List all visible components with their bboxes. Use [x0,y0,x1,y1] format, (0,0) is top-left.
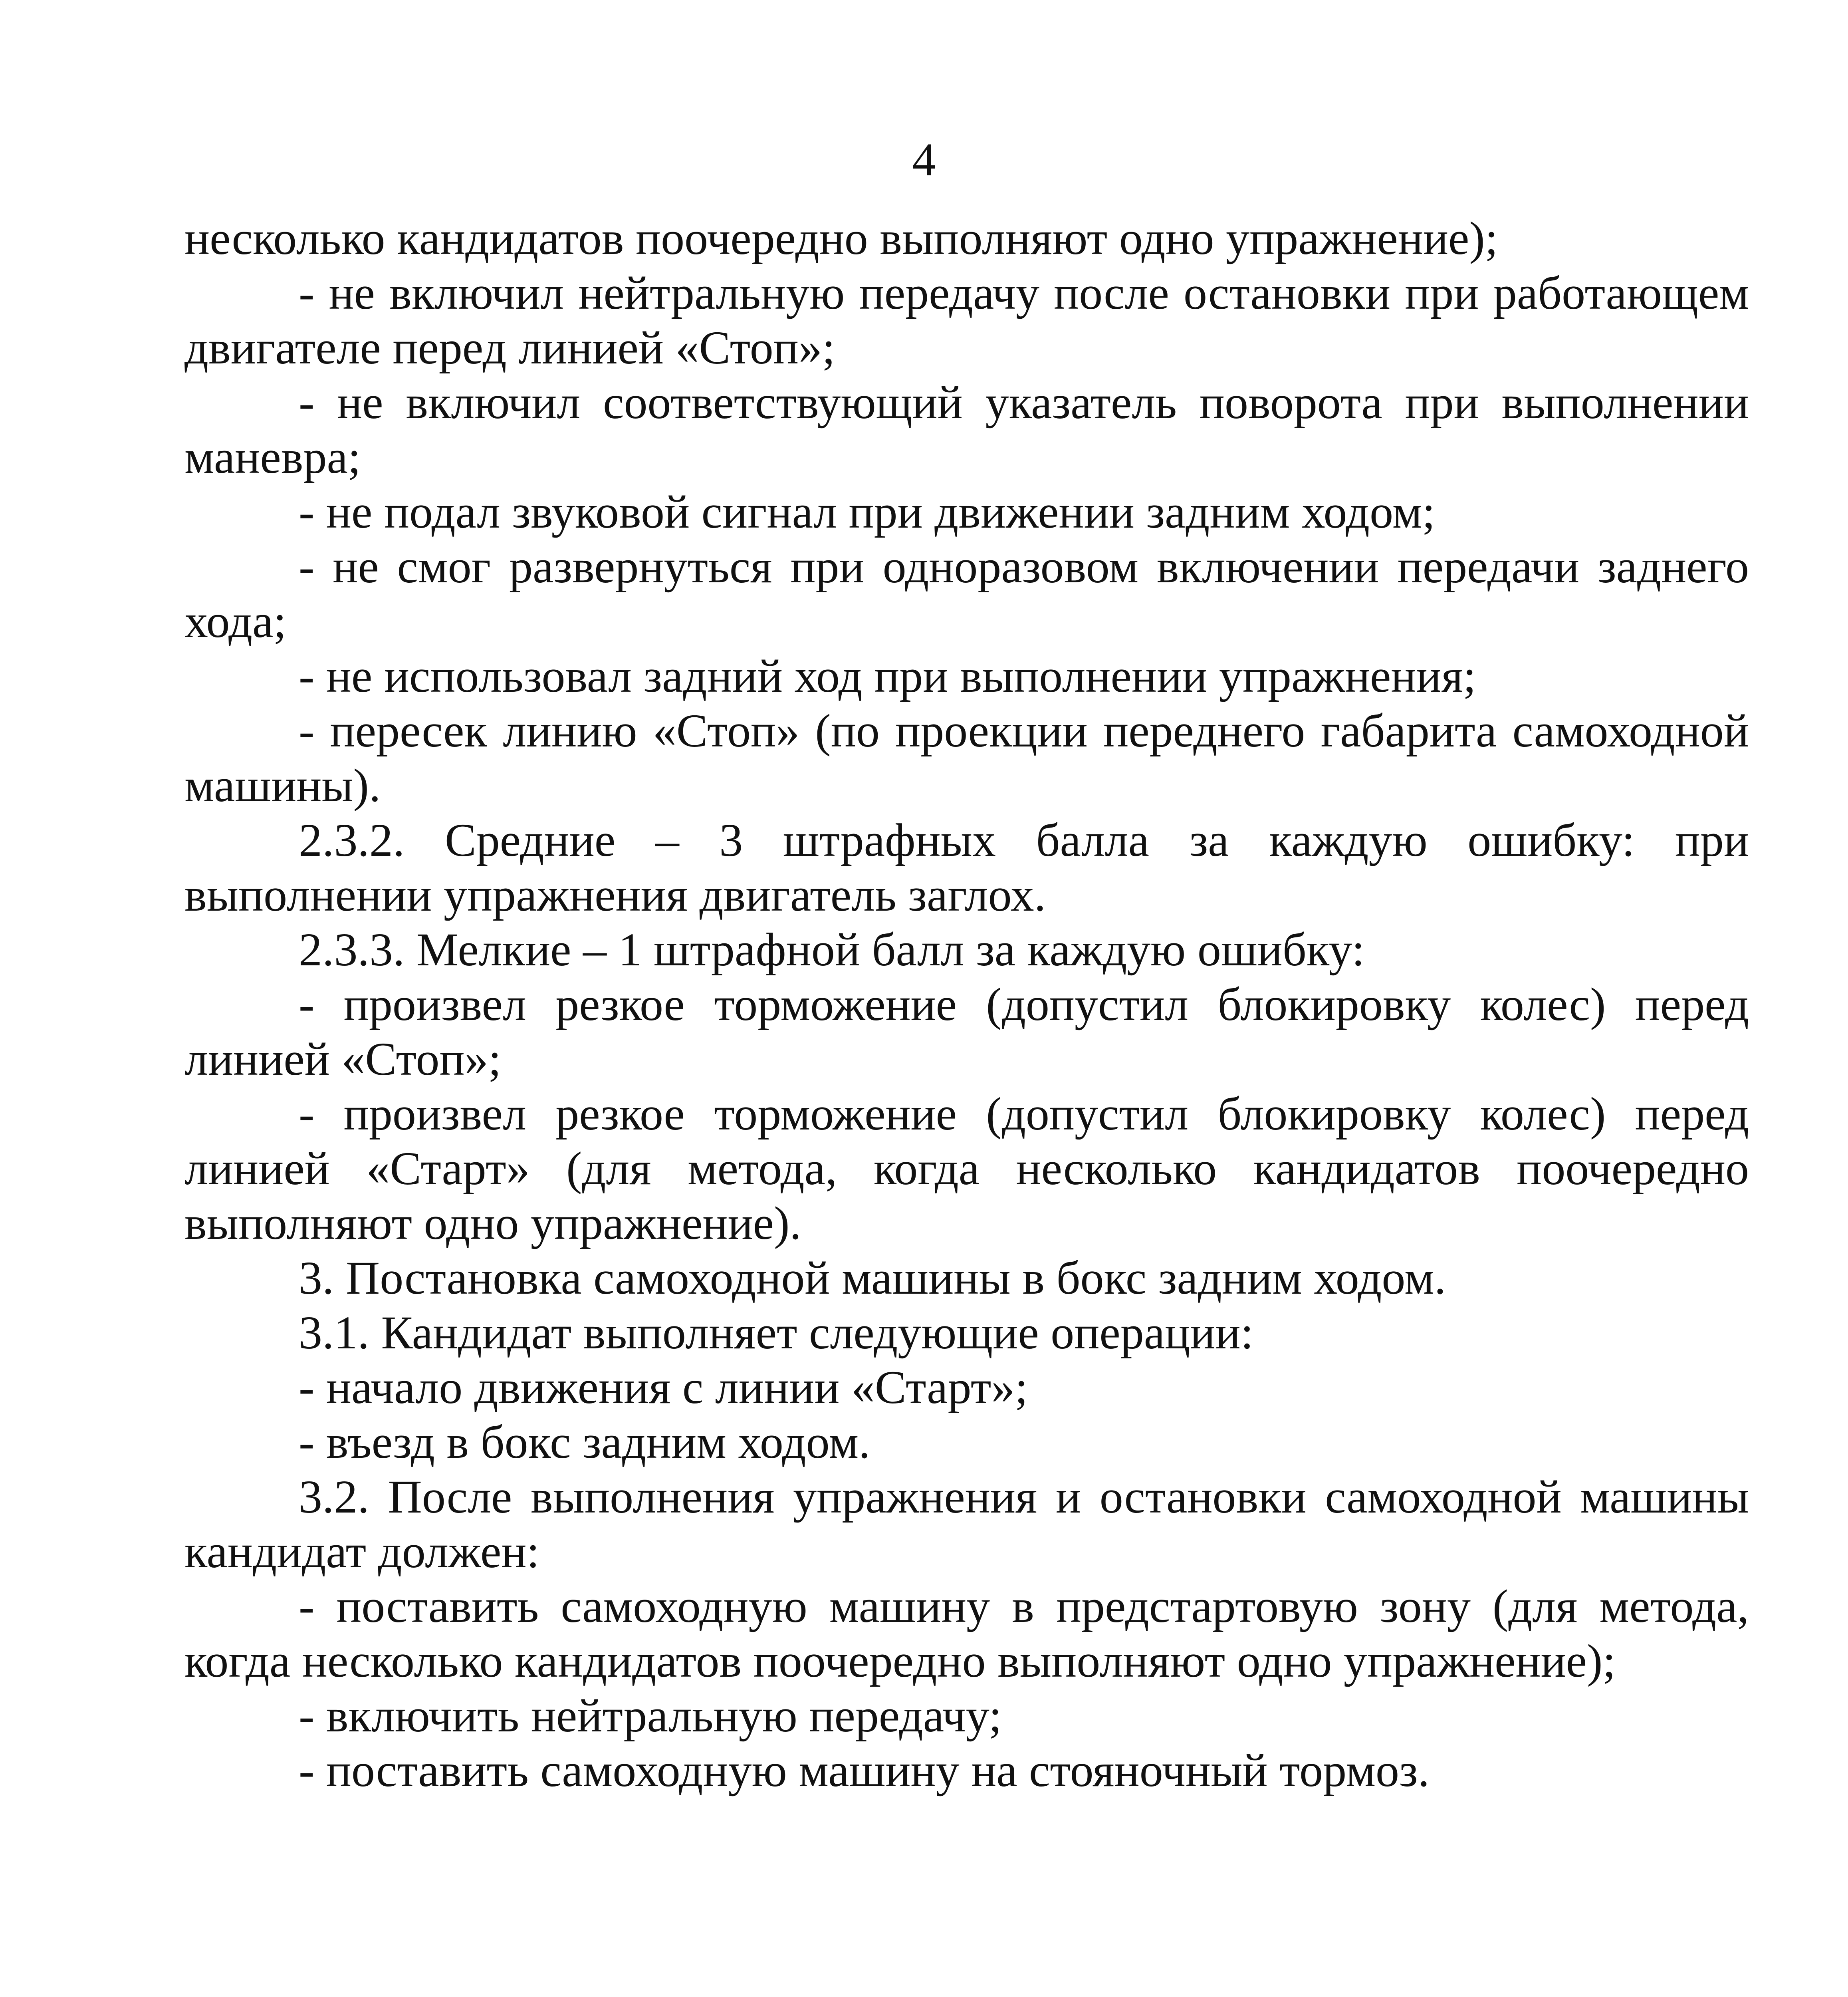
section-3-1: 3.1. Кандидат выполняет следующие операции: [299,1306,1254,1359]
list-item-turn-around: - не смог развернуться при одноразовом включении передачи заднего хода; [184,540,1749,647]
section-2-3-2: 2.3.2. Средние – 3 штрафных балла за каждую ошибку: при выполнении упражнения двигатель заглох. [184,814,1749,921]
list-item-crossed-stop-line: - пересек линию «Стоп» (по проекции переднего габарита самоходной машины). [184,705,1749,812]
list-item-start-movement: - начало движения с линии «Старт»; [299,1361,1028,1413]
section-3-heading: 3. Постановка самоходной машины в бокс задним ходом. [299,1252,1446,1304]
list-item-prestart-zone: - поставить самоходную машину в предстартовую зону (для метода, когда несколько кандидатов поочередно выполняют одно упражнение); [184,1580,1749,1687]
list-item-neutral-gear-on: - включить нейтральную передачу; [299,1689,1002,1742]
page-number: 4 [912,133,936,186]
list-item-braking-start-line: - произвел резкое торможение (допустил блокировку колес) перед линией «Старт» (для метода, когда несколько кандидатов поочередно выполняют одно упражнение). [184,1088,1749,1249]
list-item-sound-signal: - не подал звуковой сигнал при движении задним ходом; [299,486,1436,538]
section-2-3-3: 2.3.3. Мелкие – 1 штрафной балл за каждую ошибку: [299,923,1365,976]
list-item-braking-stop-line: - произвел резкое торможение (допустил блокировку колес) перед линией «Стоп»; [184,978,1749,1085]
list-item-parking-brake: - поставить самоходную машину на стояночный тормоз. [299,1744,1430,1797]
list-item-enter-box: - въезд в бокс задним ходом. [299,1416,870,1468]
list-item-turn-signal: - не включил соответствующий указатель поворота при выполнении маневра; [184,376,1749,483]
document-body [184,211,1749,1798]
section-3-2: 3.2. После выполнения упражнения и остановки самоходной машины кандидат должен: [184,1471,1749,1578]
list-item-neutral-gear: - не включил нейтральную передачу после остановки при работающем двигателе перед линией «Стоп»; [184,267,1749,374]
list-item-reverse-not-used: - не использовал задний ход при выполнении упражнения; [299,650,1476,702]
paragraph-continuation: несколько кандидатов поочередно выполняют одно упражнение); [184,212,1498,264]
